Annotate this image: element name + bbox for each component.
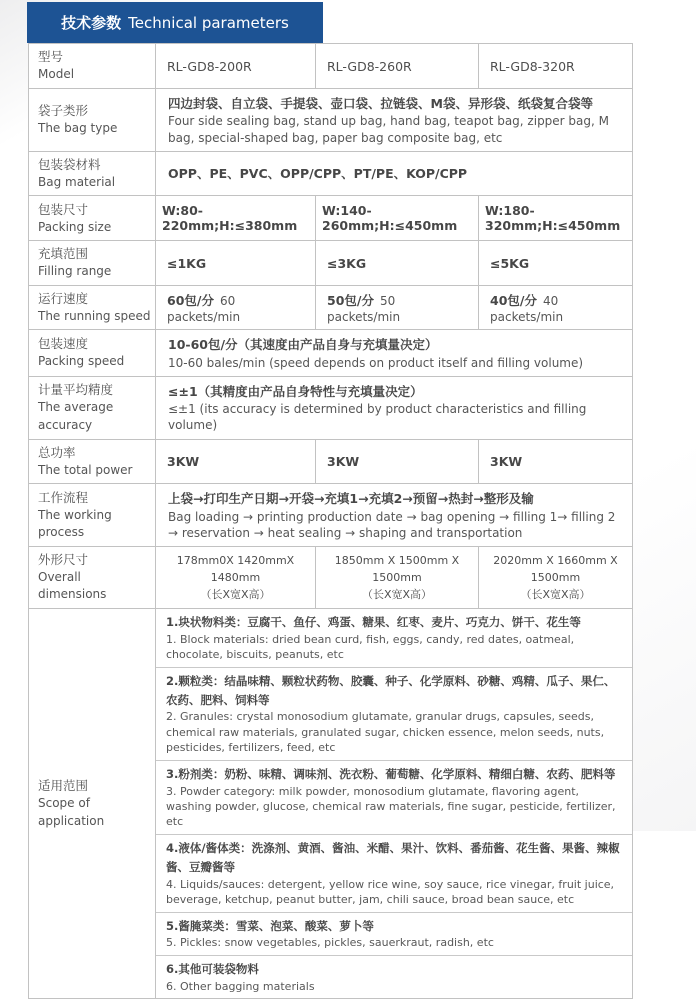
scope-item-3-cn: 4.液体/酱体类：洗涤剂、黄酒、酱油、米醋、果汁、饮料、番茄酱、花生酱、果酱、辣椒酱、豆瓣酱等 [166,840,620,874]
row-label-dimensions-cn: 外形尺寸 [38,551,89,567]
row-label-packing-size-cn: 包装尺寸 [38,201,89,217]
bag-type-value-cn: 四边封袋、自立袋、手提袋、壶口袋、拉链袋、M袋、异形袋、纸袋复合袋等 [168,96,593,111]
row-label-working-process-cn: 工作流程 [38,489,89,505]
total-power-value-2: 3KW [479,439,633,484]
row-label-bag-type-en: The bag type [38,121,118,136]
scope-item-0-cn: 1.块状物料类：豆腐干、鱼仔、鸡蛋、糖果、红枣、麦片、巧克力、饼干、花生等 [166,614,581,629]
row-label-bag-material-en: Bag material [38,174,116,189]
row-label-bag-type [29,89,156,152]
scope-item-block-materials [156,609,632,667]
row-label-bag-material [29,151,156,196]
scope-item-5-en: 6. Other bagging materials [166,979,315,993]
row-label-running-speed [29,285,156,330]
row-label-working-process-en: The working process [38,507,112,540]
scope-item-5-cn: 6.其他可装袋物料 [166,961,259,976]
table-row-bag-type [29,89,633,152]
row-label-bag-type-cn: 袋子类形 [38,103,89,119]
row-label-model-cn: 型号 [38,49,64,65]
table-row-scope [29,608,633,998]
working-process-value-en: Bag loading → printing production date → bag opening → filling 1→ filling 2 → reservation → heat sealing → shaping and transportation [168,509,616,540]
model-value-0: RL-GD8-200R [156,44,316,89]
packing-size-value-2: W:180-320mm;H:≤450mm [479,196,633,241]
section-title-en: Technical parameters [128,13,289,32]
accuracy-value-cn: ≤±1（其精度由产品自身特性与充填量决定） [168,383,423,399]
model-value-1: RL-GD8-260R [316,44,479,89]
dimensions-1-size: 1850mm X 1500mm X 1500mm [334,553,460,584]
row-label-dimensions [29,546,156,608]
row-label-total-power-en: The total power [38,462,133,477]
scope-item-other [156,955,632,998]
row-label-total-power-cn: 总功率 [38,444,76,460]
total-power-value-0: 3KW [156,439,316,484]
row-label-packing-size [29,196,156,241]
model-value-2: RL-GD8-320R [479,44,633,89]
working-process-value-cn: 上袋→打印生产日期→开袋→充填1→充填2→预留→热封→整形及输 [168,491,534,507]
row-label-accuracy-en: The average accuracy [38,400,114,432]
table-row-accuracy [29,376,633,439]
running-speed-0-cn: 60包/分 [167,293,214,309]
row-label-running-speed-cn: 运行速度 [38,290,89,306]
filling-range-value-0: ≤1KG [156,241,316,286]
row-label-working-process [29,484,156,547]
scope-item-0-en: 1. Block materials: dried bean curd, fish, eggs, candy, red dates, oatmeal, chocolate, biscuits, peanuts, etc [166,632,575,662]
running-speed-0-en: 60 packets/min [167,294,241,325]
table-row-model [29,44,633,89]
row-label-packing-size-en: Packing size [38,219,112,234]
section-title-cn: 技术参数 [61,14,122,32]
row-label-scope [29,608,156,998]
running-speed-1-cn: 50包/分 [327,293,374,309]
scope-item-4-en: 5. Pickles: snow vegetables, pickles, sauerkraut, radish, etc [166,936,494,950]
table-row-bag-material [29,151,633,196]
row-label-running-speed-en: The running speed [38,308,151,323]
bag-type-value-en: Four side sealing bag, stand up bag, hand bag, teapot bag, zipper bag, M bag, special-shaped bag, paper bag composite bag, etc [168,114,609,145]
packing-speed-value [156,330,633,377]
dimensions-0-size: 178mm0X 1420mmX 1480mm [176,553,295,584]
accuracy-value-en: ≤±1 (its accuracy is determined by product characteristics and filling volume) [168,402,587,433]
row-label-scope-en: Scope of application [38,796,105,828]
row-label-dimensions-en: Overall dimensions [38,570,107,602]
accuracy-value [156,376,633,439]
packing-speed-value-en: 10-60 bales/min (speed depends on product itself and filling volume) [168,355,584,370]
bag-material-value [156,151,633,196]
table-row-running-speed [29,285,633,330]
row-label-scope-cn: 适用范围 [38,778,89,794]
row-label-packing-speed [29,330,156,377]
dimensions-value-0 [156,546,316,608]
scope-item-4-cn: 5.酱腌菜类：雪菜、泡菜、酸菜、萝卜等 [166,918,374,933]
row-label-model [29,44,156,89]
dimensions-0-note: （长X宽X高） [200,587,271,601]
row-label-filling-range-en: Filling range [38,264,112,279]
filling-range-value-1: ≤3KG [316,241,479,286]
dimensions-2-note: （长X宽X高） [520,587,591,601]
scope-item-2-cn: 3.粉剂类：奶粉、味精、调味剂、洗衣粉、葡萄糖、化学原料、精细白糖、农药、肥料等 [166,766,616,781]
filling-range-value-2: ≤5KG [479,241,633,286]
packing-size-value-1: W:140-260mm;H:≤450mm [316,196,479,241]
scope-value [156,608,633,998]
dimensions-value-1 [316,546,479,608]
dimensions-1-note: （长X宽X高） [361,587,433,601]
row-label-filling-range [29,241,156,286]
row-label-accuracy [29,376,156,439]
scope-item-granules [156,667,632,760]
row-label-accuracy-cn: 计量平均精度 [38,382,114,398]
scope-item-3-en: 4. Liquids/sauces: detergent, yellow rice wine, soy sauce, rice vinegar, fruit juice, beverage, ketchup, peanut butter, jam, chili sauce, broad bean sauce, etc [166,877,615,907]
scope-item-liquids-sauces [156,834,632,912]
bag-material-value-text: OPP、PE、PVC、OPP/CPP、PT/PE、KOP/CPP [168,165,468,181]
scope-item-pickles [156,912,632,955]
table-row-packing-speed [29,330,633,377]
technical-parameters-table [28,43,633,999]
table-row-dimensions [29,546,633,608]
row-label-packing-speed-en: Packing speed [38,354,125,369]
row-label-filling-range-cn: 充填范围 [38,246,89,262]
packing-size-value-0: W:80-220mm;H:≤380mm [156,196,316,241]
working-process-value [156,484,633,547]
table-row-working-process [29,484,633,547]
dimensions-value-2 [479,546,633,608]
running-speed-2-en: 40 packets/min [490,294,564,325]
table-row-total-power [29,439,633,484]
scope-item-1-cn: 2.颗粒类：结晶味精、颗粒状药物、胶囊、种子、化学原料、砂糖、鸡精、瓜子、果仁、农药、肥料、饲料等 [166,673,616,707]
scope-item-1-en: 2. Granules: crystal monosodium glutamate, granular drugs, capsules, seeds, chemical raw materials, granulated sugar, chicken essence, melon seeds, nuts, pesticides, fertilizers, feed, etc [166,710,605,755]
row-label-total-power [29,439,156,484]
running-speed-2-cn: 40包/分 [490,293,537,309]
row-label-packing-speed-cn: 包装速度 [38,336,89,352]
running-speed-value-0 [156,285,316,330]
row-label-model-en: Model [38,67,75,82]
total-power-value-1: 3KW [316,439,479,484]
table-row-packing-size [29,196,633,241]
scope-item-powder [156,760,632,834]
running-speed-1-en: 50 packets/min [327,294,401,325]
running-speed-value-1 [316,285,479,330]
row-label-bag-material-cn: 包装袋材料 [38,156,101,172]
running-speed-value-2 [479,285,633,330]
section-title-banner [27,2,323,43]
table-row-filling-range [29,241,633,286]
dimensions-2-size: 2020mm X 1660mm X 1500mm [493,553,618,584]
bag-type-value [156,89,633,152]
scope-item-2-en: 3. Powder category: milk powder, monosodium glutamate, flavoring agent, washing powder, glucose, chemical raw materials, fine sugar, pesticide, fertilizer, etc [166,784,616,829]
packing-speed-value-cn: 10-60包/分（其速度由产品自身与充填量决定） [168,337,438,353]
